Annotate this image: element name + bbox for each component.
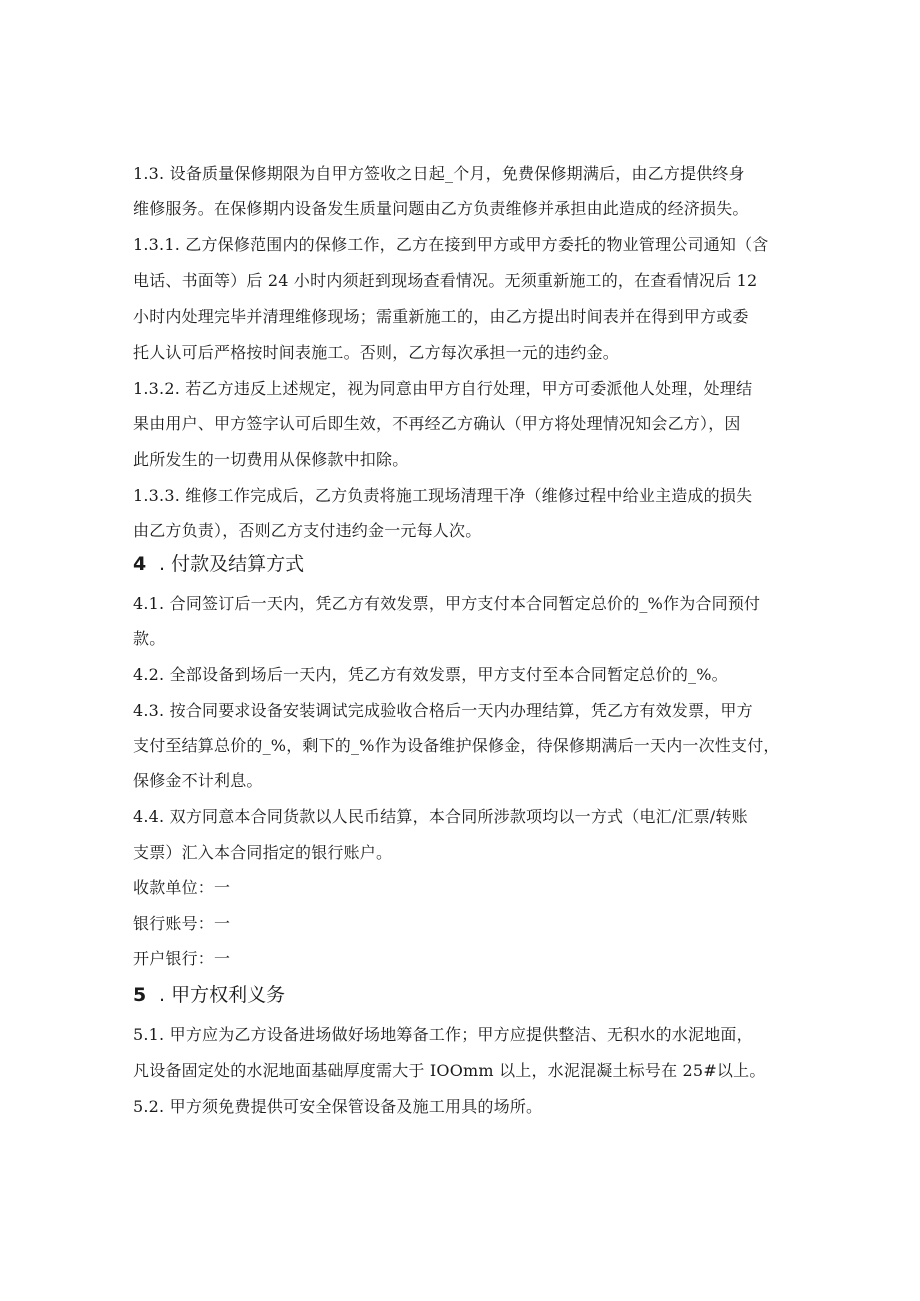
paragraph-line: 托人认可后严格按时间表施工。否则，乙方每次承担一元的违约金。 — [133, 343, 620, 362]
section-heading-payment — [133, 552, 304, 576]
paragraph-line: 4.2. 全部设备到场后一天内，凭乙方有效发票，甲方支付至本合同暂定总价的_%。 — [133, 665, 728, 684]
section-number: 5 — [133, 984, 147, 1006]
section-title: . 付款及结算方式 — [159, 553, 305, 575]
paragraph-line: 果由用户、甲方签字认可后即生效，不再经乙方确认（甲方将处理情况知会乙方），因 — [133, 414, 741, 433]
bank-account-line: 银行账号：一 — [133, 914, 231, 933]
paragraph-line: 1.3.1. 乙方保修范围内的保修工作，乙方在接到甲方或甲方委托的物业管理公司通知（含 — [133, 235, 769, 254]
paragraph-line: 由乙方负责），否则乙方支付违约金一元每人次。 — [133, 521, 482, 540]
paragraph-line: 1.3. 设备质量保修期限为自甲方签收之日起_个月，免费保修期满后，由乙方提供终身 — [133, 164, 745, 183]
paragraph-line: 款。 — [133, 629, 166, 648]
paragraph-line: 4.3. 按合同要求设备安装调试完成验收合格后一天内办理结算，凭乙方有效发票，甲方 — [133, 701, 753, 720]
section-number: 4 — [133, 553, 147, 575]
paragraph-line: 凡设备固定处的水泥地面基础厚度需大于 IOOmm 以上，水泥混凝土标号在 25#以上。 — [133, 1061, 766, 1080]
section-title: . 甲方权利义务 — [159, 984, 286, 1006]
section-heading-party-a — [133, 983, 285, 1007]
paragraph-line: 维修服务。在保修期内设备发生质量问题由乙方负责维修并承担由此造成的经济损失。 — [133, 199, 749, 218]
paragraph-line: 5.1. 甲方应为乙方设备进场做好场地筹备工作；甲方应提供整洁、无积水的水泥地面， — [133, 1025, 753, 1044]
paragraph-line: 小时内处理完毕并清理维修现场；需重新施工的，由乙方提出时间表并在得到甲方或委 — [133, 307, 749, 326]
paragraph-line: 1.3.2. 若乙方违反上述规定，视为同意由甲方自行处理，甲方可委派他人处理，处理结 — [133, 379, 753, 398]
paragraph-line: 1.3.3. 维修工作完成后，乙方负责将施工现场清理干净（维修过程中给业主造成的损失 — [133, 486, 753, 505]
paragraph-line: 支票）汇入本合同指定的银行账户。 — [133, 843, 393, 862]
payee-line: 收款单位：一 — [133, 878, 231, 897]
paragraph-line: 4.1. 合同签订后一天内，凭乙方有效发票，甲方支付本合同暂定总价的_%作为合同预付 — [133, 594, 761, 613]
paragraph-line: 电话、书面等）后 24 小时内须赶到现场查看情况。无须重新施工的，在查看情况后 12 — [133, 271, 758, 290]
paragraph-line: 支付至结算总价的_%，剩下的_%作为设备维护保修金，待保修期满后一天内一次性支付， — [133, 736, 780, 755]
bank-name-line: 开户银行：一 — [133, 949, 231, 968]
paragraph-line: 5.2. 甲方须免费提供可安全保管设备及施工用具的场所。 — [133, 1097, 543, 1116]
paragraph-line: 此所发生的一切费用从保修款中扣除。 — [133, 450, 409, 469]
paragraph-line: 4.4. 双方同意本合同货款以人民币结算，本合同所涉款项均以一方式（电汇/汇票/转账 — [133, 807, 748, 826]
paragraph-line: 保修金不计利息。 — [133, 771, 263, 790]
